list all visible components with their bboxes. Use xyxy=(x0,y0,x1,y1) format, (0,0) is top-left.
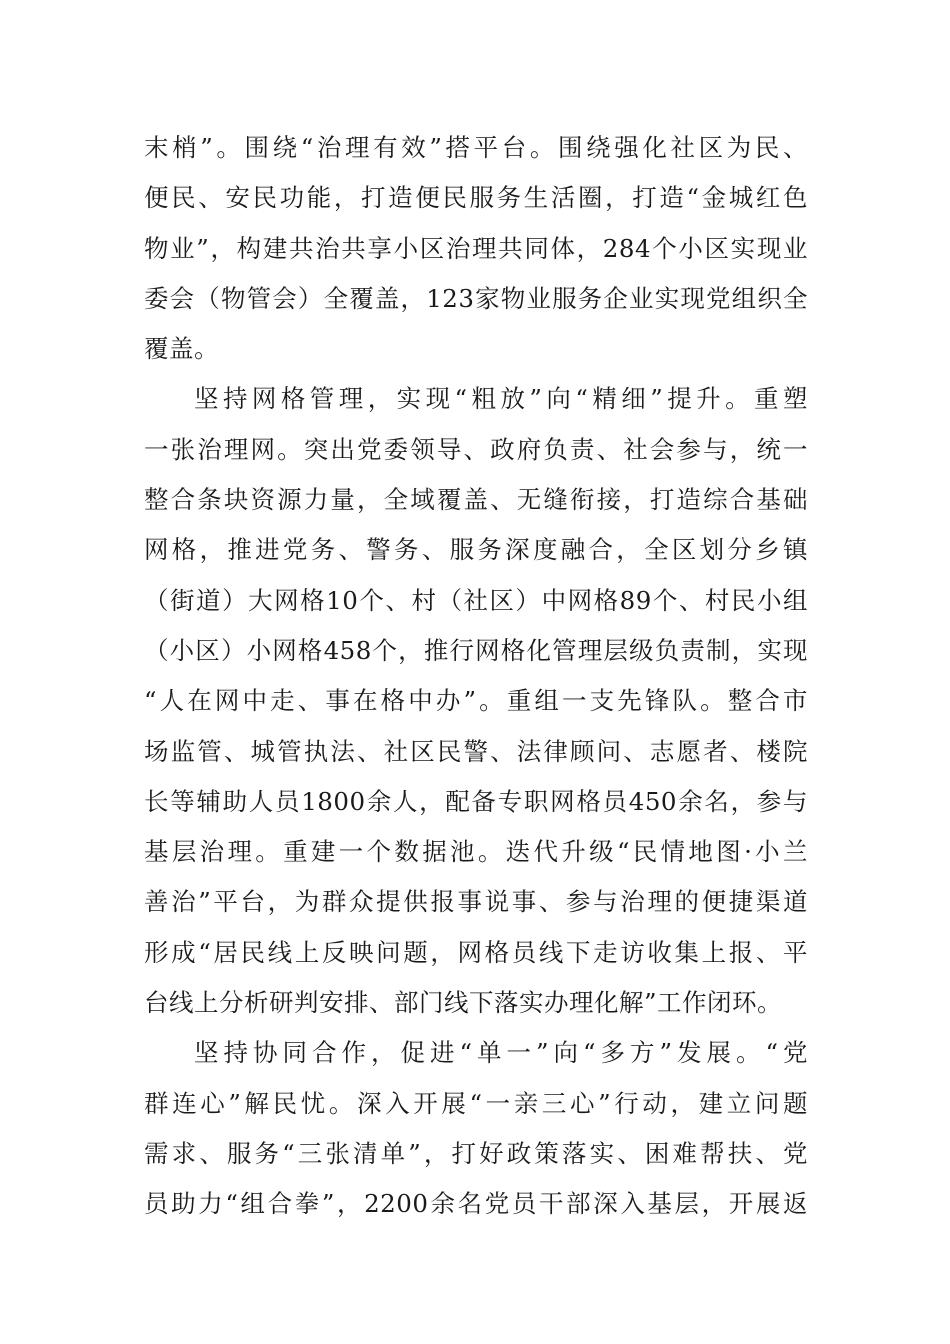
text-line: （街道）大网格10个、村（社区）中网格89个、村民小组 xyxy=(144,585,808,615)
text-line: 台线上分析研判安排、部门线下落实办理化解”工作闭环。 xyxy=(144,988,783,1018)
text-line: （小区）小网格458个，推行网格化管理层级负责制，实现 xyxy=(144,635,808,665)
text-line: 长等辅助人员1800余人，配备专职网格员450余名，参与 xyxy=(144,786,808,816)
text-line: 整合条块资源力量，全域覆盖、无缝衔接，打造综合基础 xyxy=(144,485,808,515)
text-line: “人在网中走、事在格中办”。重组一支先锋队。整合市 xyxy=(144,686,808,716)
text-line: 便民、安民功能，打造便民服务生活圈，打造“金城红色 xyxy=(144,183,808,213)
text-line: 善治”平台，为群众提供报事说事、参与治理的便捷渠道 xyxy=(144,887,808,917)
text-line: 委会（物管会）全覆盖，123家物业服务企业实现党组织全 xyxy=(144,283,808,313)
text-line: 网格，推进党务、警务、服务深度融合，全区划分乡镇 xyxy=(144,535,808,565)
text-line: 一张治理网。突出党委领导、政府负责、社会参与，统一 xyxy=(144,434,808,464)
paragraph-start-line: 坚持网格管理，实现“粗放”向“精细”提升。重塑 xyxy=(194,384,808,414)
text-line: 场监管、城管执法、社区民警、法律顾问、志愿者、楼院 xyxy=(144,736,808,766)
paragraph-start-line: 坚持协同合作，促进“单一”向“多方”发展。“党 xyxy=(194,1038,808,1068)
text-line: 群连心”解民忧。深入开展“一亲三心”行动，建立问题 xyxy=(144,1088,808,1118)
text-line: 需求、服务“三张清单”，打好政策落实、困难帮扶、党 xyxy=(144,1138,808,1168)
text-line: 基层治理。重建一个数据池。迭代升级“民情地图·小兰 xyxy=(144,837,808,867)
text-line: 末梢”。围绕“治理有效”搭平台。围绕强化社区为民、 xyxy=(144,133,808,162)
text-line: 形成“居民线上反映问题，网格员线下走访收集上报、平 xyxy=(144,937,808,967)
text-line: 物业”，构建共治共享小区治理共同体，284个小区实现业 xyxy=(144,233,808,263)
text-line: 覆盖。 xyxy=(144,334,219,364)
text-line: 员助力“组合拳”，2200余名党员干部深入基层，开展返 xyxy=(144,1189,808,1219)
document-body xyxy=(144,123,808,1230)
